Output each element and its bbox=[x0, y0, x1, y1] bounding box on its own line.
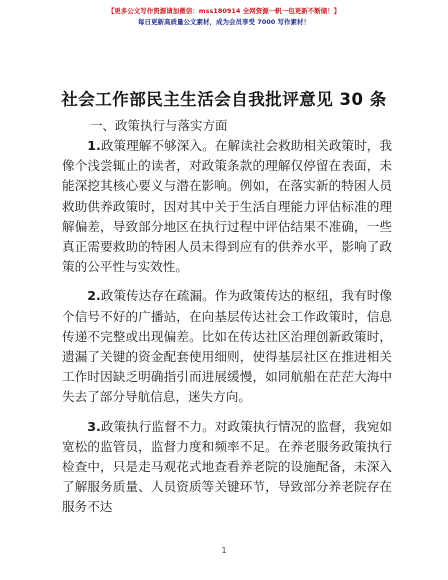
paragraph-1-number: 1. bbox=[87, 138, 101, 153]
paragraph-2-number: 2. bbox=[87, 288, 101, 304]
promo-banner-line-2: 每日更新高质量公文素材，成为会员享受 7000 写作素材！ bbox=[137, 18, 311, 26]
paragraph-3 bbox=[62, 417, 392, 518]
paragraph-1 bbox=[62, 136, 392, 277]
page-number: 1 bbox=[221, 546, 227, 555]
document-title: 社会工作部民主生活会自我批评意见 30 条 bbox=[61, 90, 387, 109]
paragraph-2 bbox=[62, 286, 392, 407]
promo-banner bbox=[0, 6, 448, 28]
paragraph-3-text: 政策执行监督不力。对政策执行情况的监督，我宛如宽松的监管员，监督力度和频率不足。在养老服务政策执行检查中，只是走马观花式地查看养老院的设施配备，未深入了解服务质量、人员资质等关键环节，导致部分养老院存在服务不达 bbox=[62, 418, 392, 515]
document-body bbox=[62, 136, 392, 527]
section-heading: 一、政策执行与落实方面 bbox=[90, 118, 228, 133]
paragraph-3-number: 3. bbox=[87, 418, 101, 434]
paragraph-1-text: 政策理解不够深入。在解读社会救助相关政策时，我像个浅尝辄止的读者，对政策条款的理解仅停留在表面，未能深挖其核心要义与潜在影响。例如，在落实新的特困人员救助供养政策时，因对其中关于生活自理能力评估标准的理解偏差，导致部分地区在执行过程中评估结果不准确，一些真正需要救助的特困人员未得到应有的供养水平，影响了政策的公平性与实效性。 bbox=[62, 138, 392, 275]
paragraph-2-text: 政策传达存在疏漏。作为政策传达的枢纽，我有时像个信号不好的广播站，在向基层传达社会工作政策时，信息传递不完整或出现偏差。比如在传达社区治理创新政策时，遗漏了关键的资金配套使用细则，使得基层社区在推进相关工作时因缺乏明确指引而进展缓慢，如同航船在茫茫大海中失去了部分导航信息，迷失方向。 bbox=[62, 288, 392, 405]
promo-banner-line-1: 【更多公文写作资源请加微信：mss180914 全网资源一帆一包更新不断储！】 bbox=[107, 7, 341, 15]
